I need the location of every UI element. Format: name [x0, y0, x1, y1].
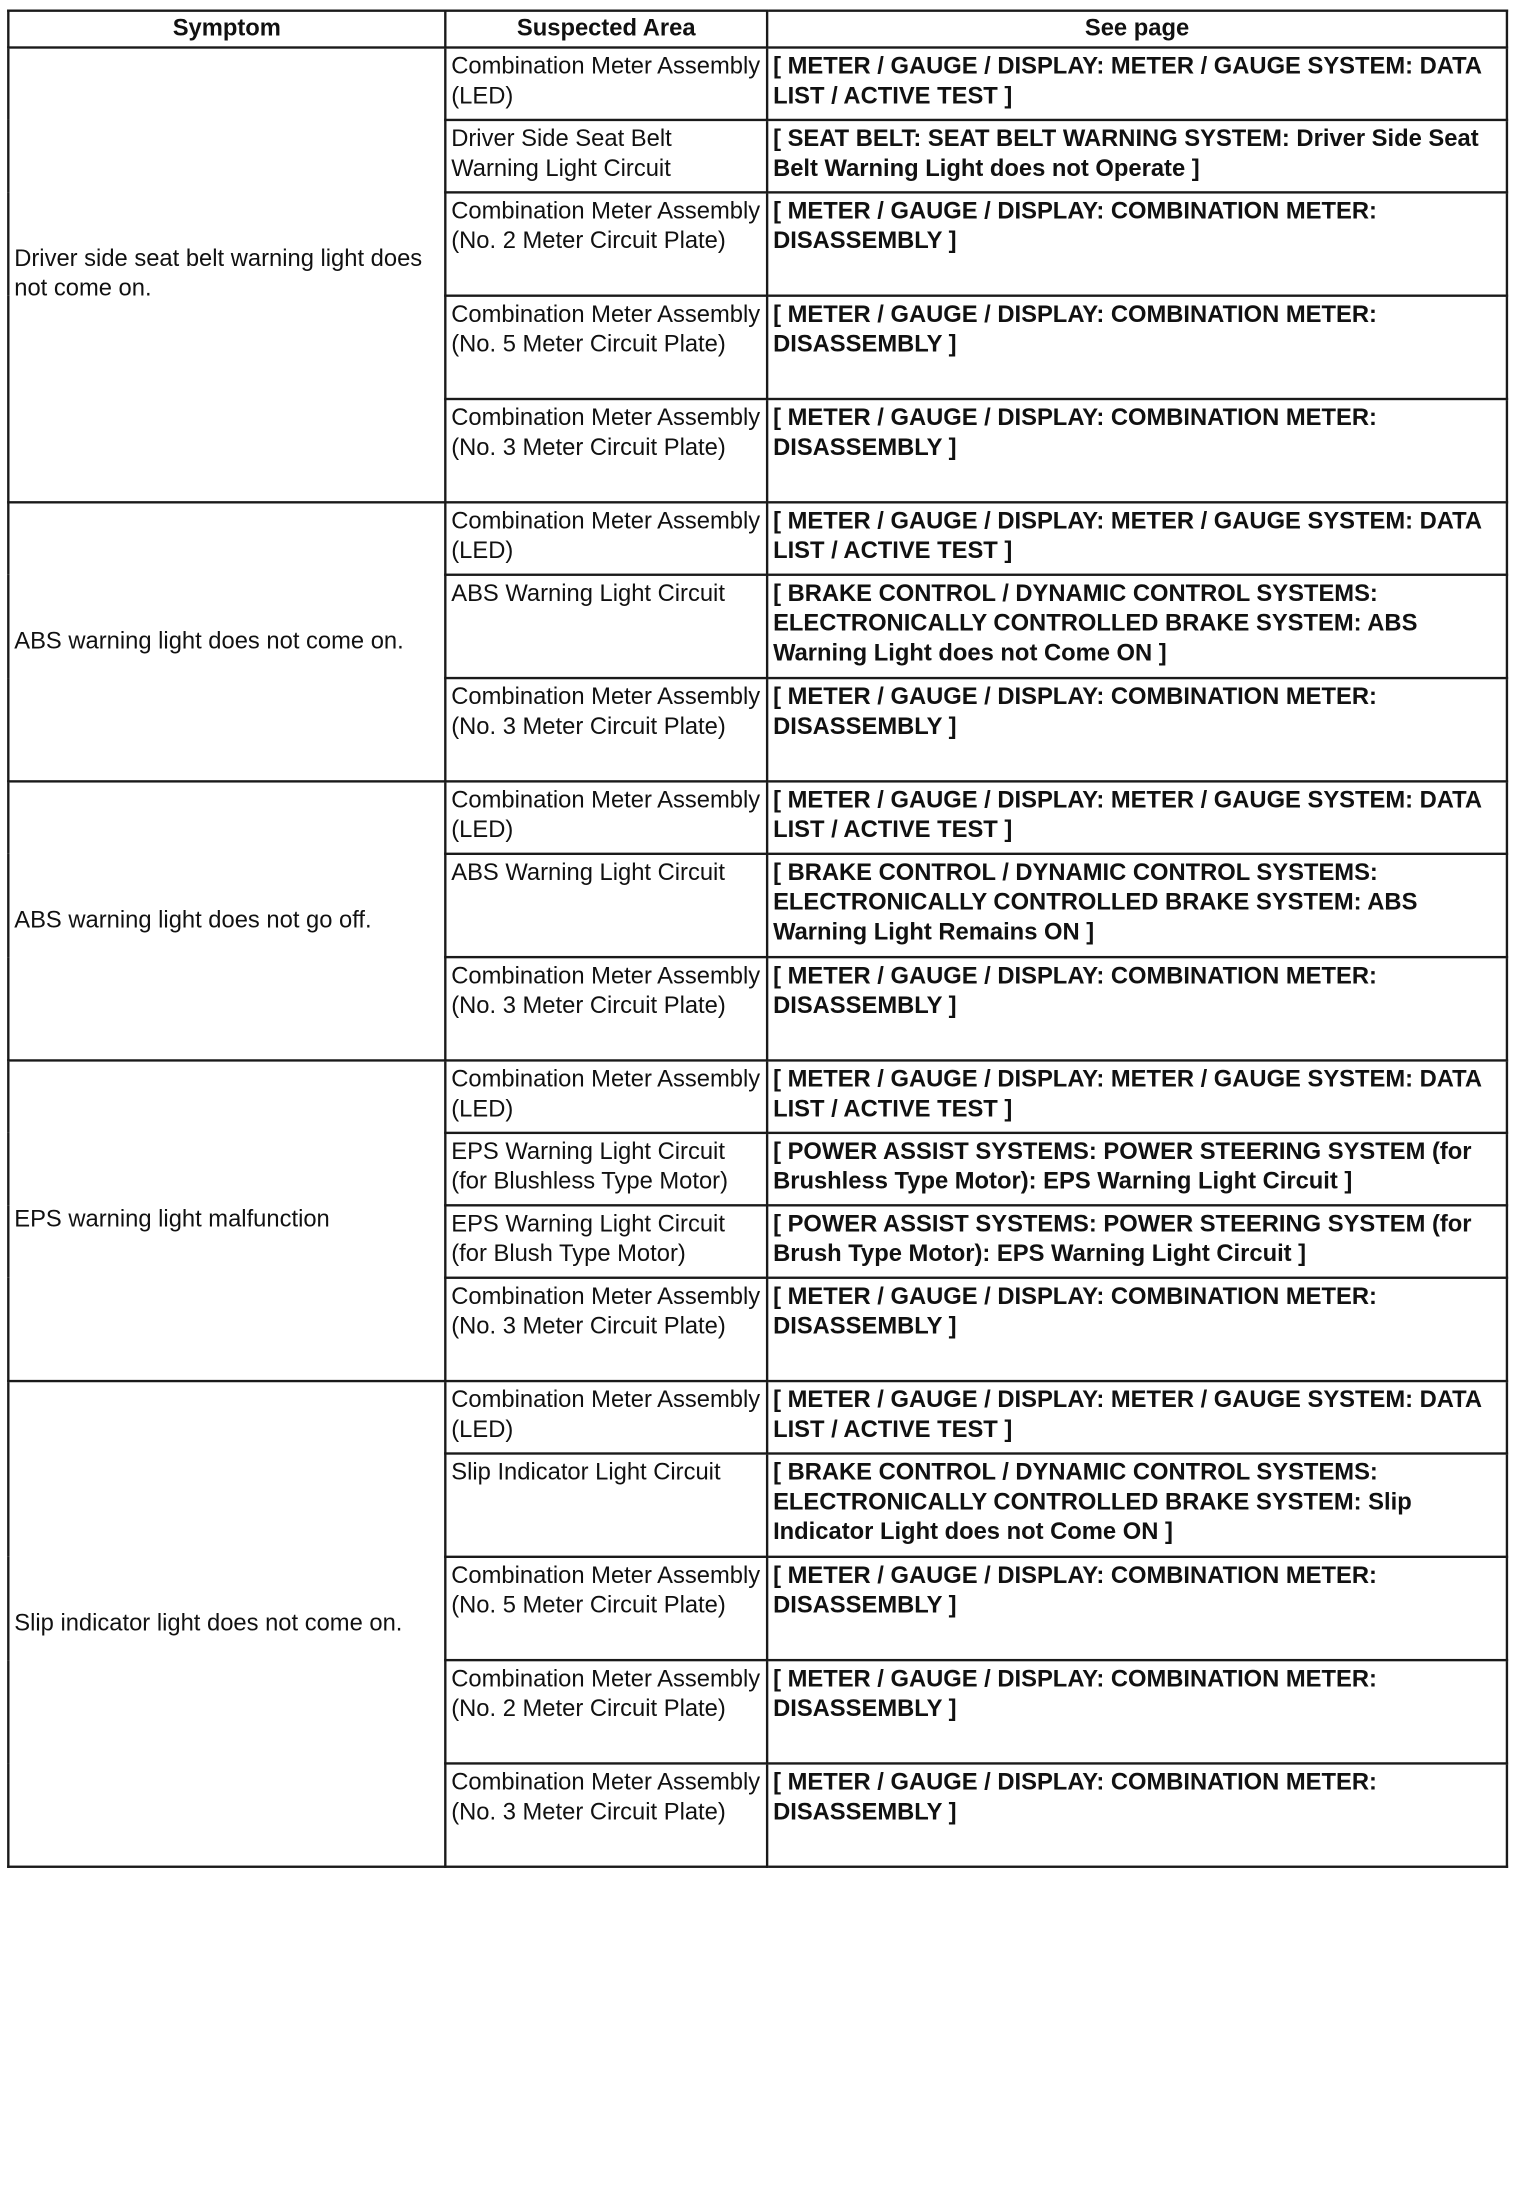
- see-page-link[interactable]: [ METER / GAUGE / DISPLAY: METER / GAUGE SYSTEM: DATA LIST / ACTIVE TEST ]: [767, 48, 1507, 120]
- suspected-area-cell: Combination Meter Assembly (LED): [445, 1060, 767, 1132]
- see-page-link[interactable]: [ METER / GAUGE / DISPLAY: METER / GAUGE SYSTEM: DATA LIST / ACTIVE TEST ]: [767, 781, 1507, 853]
- symptom-cell: Driver side seat belt warning light does not come on.: [8, 48, 445, 503]
- header-symptom: Symptom: [8, 11, 445, 48]
- see-page-link[interactable]: [ METER / GAUGE / DISPLAY: METER / GAUGE SYSTEM: DATA LIST / ACTIVE TEST ]: [767, 1060, 1507, 1132]
- see-page-link[interactable]: [ METER / GAUGE / DISPLAY: COMBINATION METER: DISASSEMBLY ]: [767, 1660, 1507, 1763]
- suspected-area-cell: Combination Meter Assembly (No. 3 Meter Circuit Plate): [445, 1763, 767, 1866]
- see-page-link[interactable]: [ BRAKE CONTROL / DYNAMIC CONTROL SYSTEMS: ELECTRONICALLY CONTROLLED BRAKE SYSTEM: Slip Indicator Light does not Come ON ]: [767, 1454, 1507, 1557]
- header-suspected-area: Suspected Area: [445, 11, 767, 48]
- see-page-link[interactable]: [ METER / GAUGE / DISPLAY: METER / GAUGE SYSTEM: DATA LIST / ACTIVE TEST ]: [767, 1381, 1507, 1453]
- see-page-link[interactable]: [ METER / GAUGE / DISPLAY: COMBINATION METER: DISASSEMBLY ]: [767, 1557, 1507, 1660]
- suspected-area-cell: Combination Meter Assembly (No. 2 Meter Circuit Plate): [445, 1660, 767, 1763]
- table-row: [8, 502, 1507, 574]
- see-page-link[interactable]: [ SEAT BELT: SEAT BELT WARNING SYSTEM: Driver Side Seat Belt Warning Light does not Operate ]: [767, 120, 1507, 192]
- symptom-cell: ABS warning light does not go off.: [8, 781, 445, 1060]
- suspected-area-cell: Combination Meter Assembly (No. 3 Meter Circuit Plate): [445, 399, 767, 502]
- see-page-link[interactable]: [ BRAKE CONTROL / DYNAMIC CONTROL SYSTEMS: ELECTRONICALLY CONTROLLED BRAKE SYSTEM: ABS Warning Light does not Come ON ]: [767, 575, 1507, 678]
- see-page-link[interactable]: [ METER / GAUGE / DISPLAY: COMBINATION METER: DISASSEMBLY ]: [767, 296, 1507, 399]
- suspected-area-cell: Combination Meter Assembly (LED): [445, 1381, 767, 1453]
- problem-symptoms-table: [7, 10, 1508, 1868]
- see-page-link[interactable]: [ METER / GAUGE / DISPLAY: COMBINATION METER: DISASSEMBLY ]: [767, 399, 1507, 502]
- symptom-cell: ABS warning light does not come on.: [8, 502, 445, 781]
- table-row: [8, 48, 1507, 120]
- suspected-area-cell: Combination Meter Assembly (No. 3 Meter Circuit Plate): [445, 957, 767, 1060]
- suspected-area-cell: Combination Meter Assembly (No. 3 Meter Circuit Plate): [445, 1278, 767, 1381]
- see-page-link[interactable]: [ METER / GAUGE / DISPLAY: METER / GAUGE SYSTEM: DATA LIST / ACTIVE TEST ]: [767, 502, 1507, 574]
- suspected-area-cell: Combination Meter Assembly (No. 5 Meter Circuit Plate): [445, 296, 767, 399]
- suspected-area-cell: ABS Warning Light Circuit: [445, 854, 767, 957]
- symptom-cell: Slip indicator light does not come on.: [8, 1381, 445, 1867]
- suspected-area-cell: Slip Indicator Light Circuit: [445, 1454, 767, 1557]
- suspected-area-cell: Combination Meter Assembly (LED): [445, 502, 767, 574]
- see-page-link[interactable]: [ METER / GAUGE / DISPLAY: COMBINATION METER: DISASSEMBLY ]: [767, 1278, 1507, 1381]
- suspected-area-cell: EPS Warning Light Circuit (for Blushless Type Motor): [445, 1133, 767, 1205]
- suspected-area-cell: Combination Meter Assembly (LED): [445, 48, 767, 120]
- suspected-area-cell: EPS Warning Light Circuit (for Blush Type Motor): [445, 1205, 767, 1277]
- suspected-area-cell: Combination Meter Assembly (No. 5 Meter Circuit Plate): [445, 1557, 767, 1660]
- see-page-link[interactable]: [ POWER ASSIST SYSTEMS: POWER STEERING SYSTEM (for Brush Type Motor): EPS Warning Light Circuit ]: [767, 1205, 1507, 1277]
- suspected-area-cell: Combination Meter Assembly (No. 2 Meter Circuit Plate): [445, 192, 767, 295]
- header-see-page: See page: [767, 11, 1507, 48]
- see-page-link[interactable]: [ BRAKE CONTROL / DYNAMIC CONTROL SYSTEMS: ELECTRONICALLY CONTROLLED BRAKE SYSTEM: ABS Warning Light Remains ON ]: [767, 854, 1507, 957]
- suspected-area-cell: Combination Meter Assembly (LED): [445, 781, 767, 853]
- see-page-link[interactable]: [ METER / GAUGE / DISPLAY: COMBINATION METER: DISASSEMBLY ]: [767, 678, 1507, 781]
- symptom-cell: EPS warning light malfunction: [8, 1060, 445, 1381]
- table-row: [8, 1381, 1507, 1453]
- see-page-link[interactable]: [ METER / GAUGE / DISPLAY: COMBINATION METER: DISASSEMBLY ]: [767, 192, 1507, 295]
- table-row: [8, 1060, 1507, 1132]
- see-page-link[interactable]: [ METER / GAUGE / DISPLAY: COMBINATION METER: DISASSEMBLY ]: [767, 1763, 1507, 1866]
- see-page-link[interactable]: [ METER / GAUGE / DISPLAY: COMBINATION METER: DISASSEMBLY ]: [767, 957, 1507, 1060]
- suspected-area-cell: ABS Warning Light Circuit: [445, 575, 767, 678]
- suspected-area-cell: Combination Meter Assembly (No. 3 Meter Circuit Plate): [445, 678, 767, 781]
- header-row: [8, 11, 1507, 48]
- table-row: [8, 781, 1507, 853]
- suspected-area-cell: Driver Side Seat Belt Warning Light Circuit: [445, 120, 767, 192]
- see-page-link[interactable]: [ POWER ASSIST SYSTEMS: POWER STEERING SYSTEM (for Brushless Type Motor): EPS Warning Light Circuit ]: [767, 1133, 1507, 1205]
